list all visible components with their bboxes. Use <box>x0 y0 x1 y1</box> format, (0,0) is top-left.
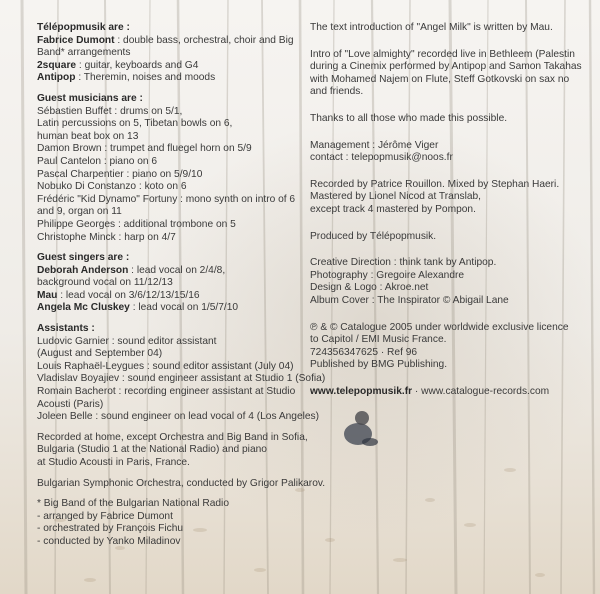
credit-line: Creative Direction : think tank by Antipop. <box>310 257 497 269</box>
love-almighty-credit <box>310 49 592 99</box>
member-line: Fabrice Dumont : double bass, orchestral, choir and Big <box>37 34 294 46</box>
recording-locations <box>37 431 308 470</box>
copyright-line: 724356347625 · Ref 96 <box>310 346 418 358</box>
recording-line: Recorded by Patrice Rouillon. Mixed by Stephan Haeri. <box>310 178 560 190</box>
credit-line: Photography : Gregoire Alexandre <box>310 269 465 281</box>
assistant-line: Joleen Belle : sound engineer on lead vocal of 4 (Los Angeles) <box>37 411 320 423</box>
big-band-line: * Big Band of the Bulgarian National Radio <box>37 498 229 510</box>
credit-line: Album Cover : The Inspirator © Abigail Lane <box>310 294 509 306</box>
intro-credit <box>310 22 592 35</box>
produced-line: Produced by Télépopmusik. <box>310 230 437 242</box>
recording-line: except track 4 mastered by Pompon. <box>310 203 476 215</box>
singer-line: background vocal on 11/12/13 <box>37 277 173 289</box>
websites-line <box>310 386 592 399</box>
intro-line: The text introduction of "Angel Milk" is written by Mau. <box>310 22 553 33</box>
member-line: Band* arrangements <box>37 47 131 59</box>
copyright-notice <box>310 322 592 372</box>
management-line: Management : Jérôme Viger <box>310 139 439 151</box>
telepopmusik-website-link[interactable]: www.telepopmusik.fr <box>310 385 413 397</box>
management-info <box>310 140 592 165</box>
singer-line: Mau : lead vocal on 3/6/12/13/15/16 <box>37 289 200 301</box>
orchestra-credit <box>37 477 326 491</box>
musician-line: and 9, organ on 11 <box>37 206 122 218</box>
musician-line: Frédéric "Kid Dynamo" Fortuny : mono synth on intro of 6 <box>37 193 296 205</box>
telepopmusik-members <box>37 22 299 85</box>
member-line: 2square : guitar, keyboards and G4 <box>37 59 199 71</box>
thanks-line: Thanks to all those who made this possible. <box>310 112 508 124</box>
musician-line: Latin percussions on 5, Tibetan bowls on 6, <box>37 118 233 130</box>
orchestra-line: Bulgarian Symphonic Orchestra, conducted by Grigor Palikarov. <box>37 477 326 489</box>
singer-line: Deborah Anderson : lead vocal on 2/4/8, <box>37 264 226 276</box>
musician-line: Pascal Charpentier : piano on 5/9/10 <box>37 168 203 180</box>
musician-line: Damon Brown : trumpet and fluegel horn on 5/9 <box>37 143 252 155</box>
contact-email: contact : telepopmusik@noos.fr <box>310 152 453 164</box>
guest-musicians-heading: Guest musicians are : <box>37 92 143 104</box>
website-separator: · <box>412 385 422 397</box>
assistants-heading: Assistants : <box>37 323 95 335</box>
musician-line: Sébastien Buffet : drums on 5/1, <box>37 105 183 117</box>
love-almighty-line: Intro of "Love almighty" recorded live in Bethleem (Palestin <box>310 48 575 60</box>
credit-line: Design & Logo : Akroe.net <box>310 282 429 294</box>
assistant-line: Acousti (Paris) <box>37 398 104 410</box>
left-column <box>37 22 326 557</box>
recording-line: Mastered by Lionel Nicod at Translab, <box>310 191 482 203</box>
websites <box>310 386 592 399</box>
assistant-line: Romain Bacherot : recording engineer assistant at Studio <box>37 386 296 398</box>
recorded-line: at Studio Acousti in Paris, France. <box>37 457 190 468</box>
producer-credit <box>310 231 592 244</box>
catalogue-website-link[interactable]: www.catalogue-records.com <box>421 385 550 397</box>
guest-musicians <box>37 93 299 244</box>
recorded-line: Bulgaria (Studio 1 at the National Radio) and piano <box>37 444 267 456</box>
big-band-credit <box>37 498 299 548</box>
right-column <box>310 22 592 406</box>
copyright-line: to Capitol / EMI Music France. <box>310 334 447 346</box>
musician-line: Philippe Georges : additional trombone on 5 <box>37 218 236 230</box>
big-band-line: - conducted by Yanko Miladinov <box>37 535 181 547</box>
musician-line: Paul Cantelon : piano on 6 <box>37 155 158 167</box>
singer-line: Angela Mc Cluskey : lead vocal on 1/5/7/10 <box>37 302 239 314</box>
musician-line: Christophe Minck : harp on 4/7 <box>37 231 176 243</box>
musician-line: human beat box on 13 <box>37 130 139 142</box>
crouching-person-image <box>340 404 380 448</box>
assistant-line: (August and September 04) <box>37 348 163 360</box>
design-credits <box>310 257 592 307</box>
telepopmusik-heading: Télépopmusik are : <box>37 22 130 33</box>
copyright-line: Published by BMG Publishing. <box>310 359 448 371</box>
big-band-line: - orchestrated by François Fichu <box>37 523 184 535</box>
recording-credits <box>310 179 592 217</box>
recorded-line: Recorded at home, except Orchestra and Big Band in Sofia, <box>37 431 308 443</box>
assistant-line: Louis Raphaël-Leygues : sound editor assistant (July 04) <box>37 360 294 372</box>
assistant-line: Ludovic Garnier : sound editor assistant <box>37 335 217 347</box>
love-almighty-line: during a Cinemix performed by Antipop and Samon Takahas <box>310 61 582 73</box>
thanks-note <box>310 113 592 126</box>
love-almighty-line: with Mohamed Najem on Flute, Steff Gotkovski on sax no <box>310 73 570 85</box>
big-band-line: - arranged by Fabrice Dumont <box>37 510 173 522</box>
love-almighty-line: and friends. <box>310 86 364 98</box>
assistants <box>37 323 326 424</box>
guest-singers <box>37 252 299 315</box>
member-line: Antipop : Theremin, noises and moods <box>37 72 216 84</box>
musician-line: Nobuko Di Constanzo : koto on 6 <box>37 181 187 193</box>
guest-singers-heading: Guest singers are : <box>37 252 130 264</box>
copyright-line: ℗ & © Catalogue 2005 under worldwide exclusive licence <box>310 321 569 333</box>
assistant-line: Vladislav Boyajiev : sound engineer assistant at Studio 1 (Sofia) <box>37 373 326 385</box>
